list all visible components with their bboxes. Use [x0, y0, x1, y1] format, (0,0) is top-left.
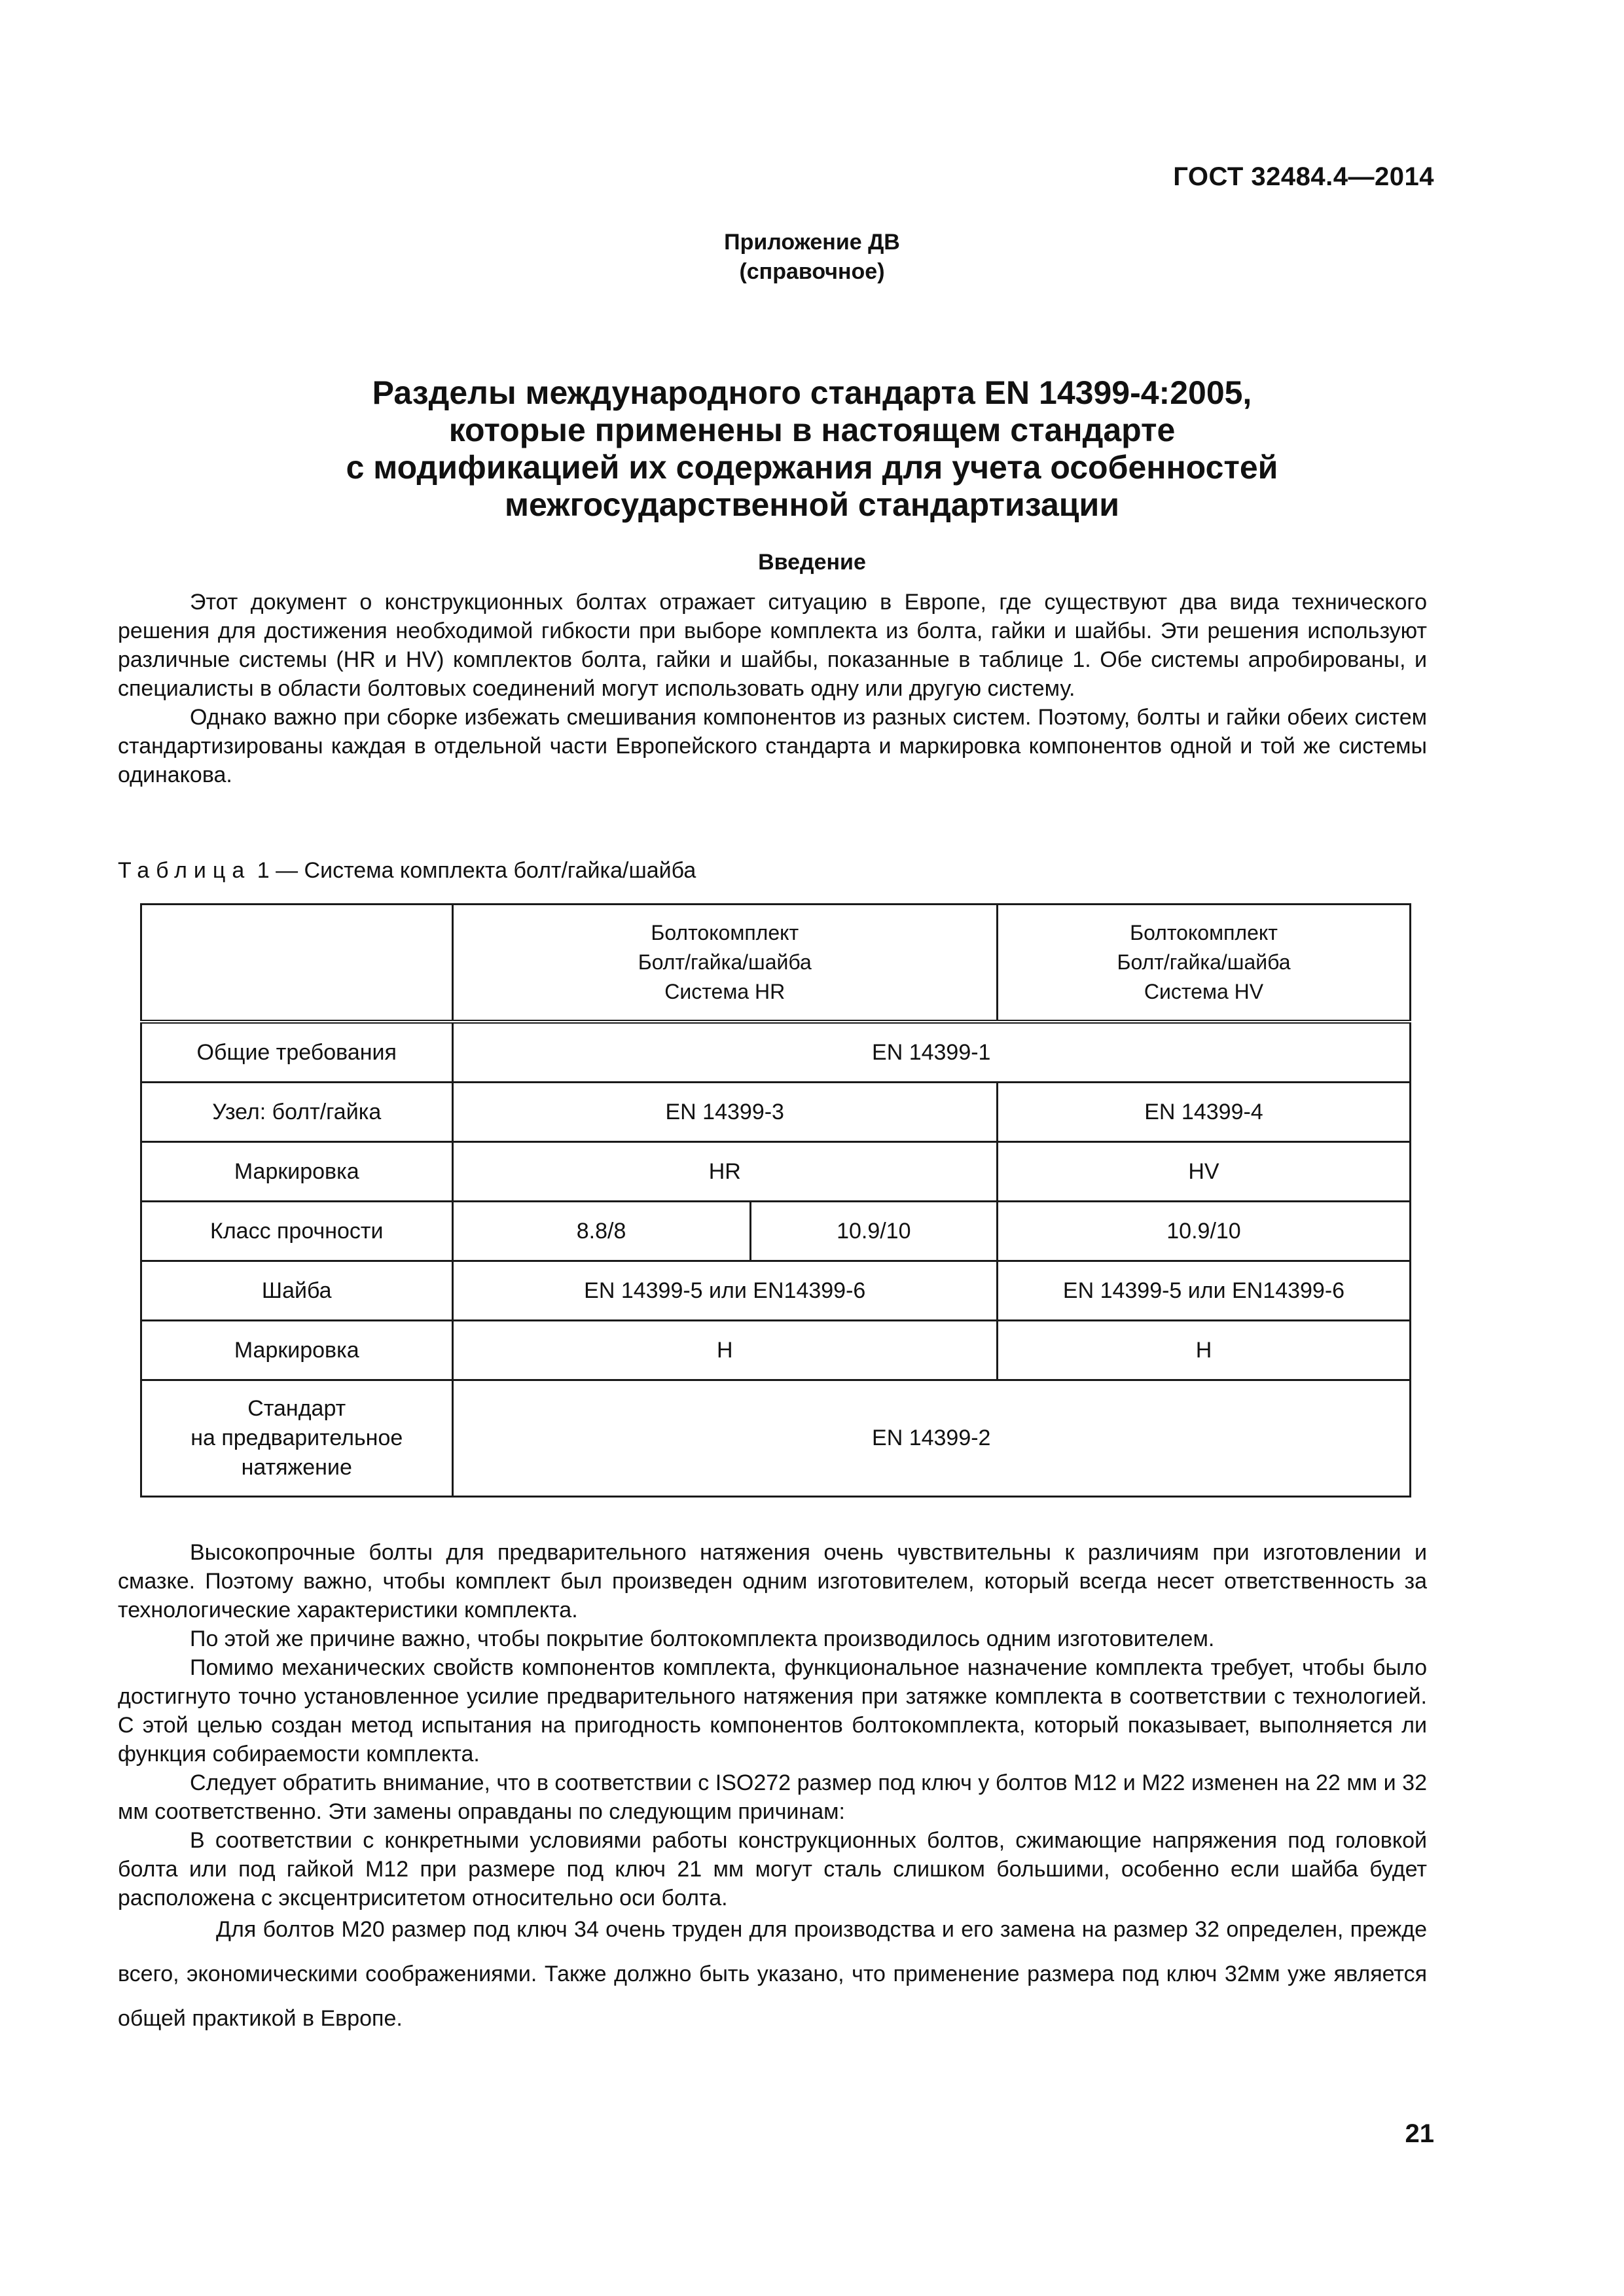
table-row [141, 1083, 1411, 1142]
table-row [141, 1022, 1411, 1083]
header-cell-line: Болт/гайка/шайба [1117, 950, 1291, 974]
table-header-row [141, 905, 1411, 1022]
row-label: Маркировка [141, 1321, 453, 1380]
row-label: Шайба [141, 1261, 453, 1321]
header-cell-line: Болтокомплект [651, 921, 799, 944]
table-header-hv [997, 905, 1410, 1022]
table-row [141, 1321, 1411, 1380]
table-caption-text: 1 — Система комплекта болт/гайка/шайба [251, 858, 696, 883]
table-row [141, 1380, 1411, 1497]
table-cell: 10.9/10 [997, 1202, 1410, 1261]
header-cell-line: Болт/гайка/шайба [638, 950, 812, 974]
table-header-hr [452, 905, 997, 1022]
body-paragraph: По этой же причине важно, чтобы покрытие болтокомплекта производилось одним изготовителем. [190, 1626, 1215, 1651]
table-cell: 10.9/10 [750, 1202, 997, 1261]
table-cell: HV [997, 1142, 1410, 1202]
table-cell: EN 14399-1 [452, 1022, 1411, 1083]
row-label: Узел: болт/гайка [141, 1083, 453, 1142]
header-cell-line: Система HR [664, 980, 785, 1003]
body-paragraph: Для болтов M20 размер под ключ 34 очень труден для производства и его замена на размер 32 определен, прежде всего, экономическими соображениями. Также должно быть указано, что применение размера под ключ 32мм уже является общей практикой в Европе. [118, 1917, 1427, 2031]
table-cell: 8.8/8 [452, 1202, 750, 1261]
table-cell: EN 14399-5 или EN14399-6 [997, 1261, 1410, 1321]
page-number: 21 [1405, 2119, 1434, 2148]
intro-paragraph: Однако важно при сборке избежать смешивания компонентов из разных систем. Поэтому, болты и гайки обеих систем стандартизированы каждая в отдельной части Европейского стандарта и маркировка компонентов одной и той же системы одинакова. [118, 705, 1427, 787]
table-cell: EN 14399-5 или EN14399-6 [452, 1261, 997, 1321]
row-label: Маркировка [141, 1142, 453, 1202]
intro-text [118, 588, 1427, 789]
title-line: межгосударственной стандартизации [504, 486, 1119, 523]
body-paragraph: Следует обратить внимание, что в соответствии с ISO272 размер под ключ у болтов M12 и M22 изменен на 22 мм и 32 мм соответственно. Эти замены оправданы по следующим причинам: [118, 1770, 1427, 1824]
table-header-empty [141, 905, 453, 1022]
header-cell-line: Система HV [1144, 980, 1264, 1003]
body-text [118, 1538, 1427, 2041]
table-cell: EN 14399-2 [452, 1380, 1411, 1497]
table-cell: EN 14399-4 [997, 1083, 1410, 1142]
table-cell: H [997, 1321, 1410, 1380]
appendix-title: Приложение ДВ [724, 230, 900, 255]
title-line: которые применены в настоящем стандарте [448, 412, 1176, 448]
table-caption-label: Таблица [118, 858, 251, 883]
row-label: Класс прочности [141, 1202, 453, 1261]
table-row [141, 1142, 1411, 1202]
header-cell-line: Болтокомплект [1130, 921, 1278, 944]
standard-code: ГОСТ 32484.4—2014 [1173, 162, 1434, 191]
table-row [141, 1261, 1411, 1321]
row-label: Общие требования [141, 1022, 453, 1083]
body-paragraph: В соответствии с конкретными условиями работы конструкционных болтов, сжимающие напряжения под головкой болта или под гайкой M12 при размере под ключ 21 мм могут сталь слишком большими, особенно если шайба будет расположена с эксцентриситетом относительно оси болта. [118, 1828, 1427, 1910]
appendix-subtitle: (справочное) [739, 259, 885, 284]
row-label [141, 1380, 453, 1497]
title-line: с модификацией их содержания для учета особенностей [346, 449, 1278, 486]
table-caption [118, 856, 696, 885]
table-cell: HR [452, 1142, 997, 1202]
table-row [141, 1202, 1411, 1261]
body-paragraph: Помимо механических свойств компонентов комплекта, функциональное назначение комплекта требует, чтобы было достигнуто точно установленное усилие предварительного натяжения при затяжке комплекта в соответствии с технологией. С этой целью создан метод испытания на пригодность компонентов болтокомплекта, который показывает, выполняется ли функция собираемости комплекта. [118, 1655, 1427, 1767]
title-line: Разделы международного стандарта EN 14399-4:2005, [372, 374, 1252, 411]
row-label-line: натяжение [241, 1455, 352, 1480]
body-paragraph: Высокопрочные болты для предварительного натяжения очень чувствительны к различиям при изготовлении и смазке. Поэтому важно, чтобы комплект был произведен одним изготовителем, который всегда несет ответственность за технологические характеристики комплекта. [118, 1540, 1427, 1623]
table-cell: H [452, 1321, 997, 1380]
row-label-line: на предварительное [190, 1426, 403, 1450]
table-cell: EN 14399-3 [452, 1083, 997, 1142]
intro-paragraph: Этот документ о конструкционных болтах отражает ситуацию в Европе, где существуют два вида технического решения для достижения необходимой гибкости при выборе комплекта из болта, гайки и шайбы. Эти решения используют различные системы (HR и HV) комплектов болта, гайки и шайбы, показанные в таблице 1. Обе системы апробированы, и специалисты в области болтовых соединений могут использовать одну или другую систему. [118, 590, 1427, 701]
intro-heading: Введение [758, 550, 866, 575]
bolt-kit-table [140, 903, 1411, 1498]
appendix-heading [0, 228, 1624, 287]
row-label-line: Стандарт [247, 1396, 346, 1421]
document-title [0, 374, 1624, 524]
